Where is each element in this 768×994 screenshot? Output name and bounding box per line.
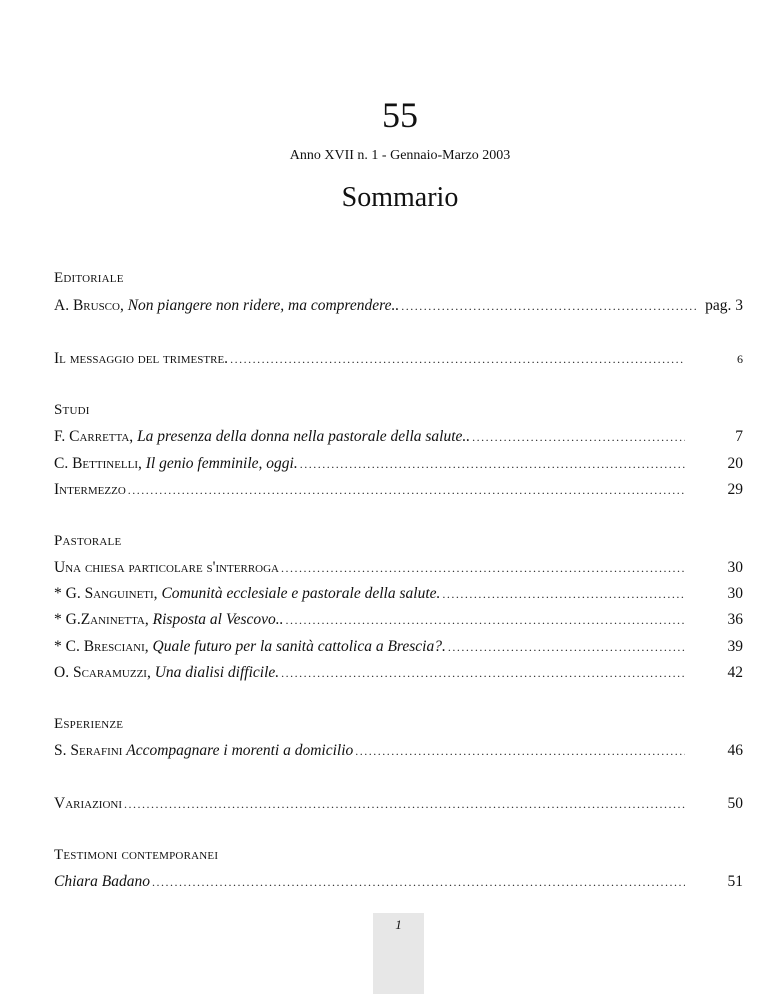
entry-page: 39 <box>727 638 743 655</box>
dot-leader <box>128 479 685 501</box>
dot-leader <box>401 295 699 317</box>
section-heading-editoriale: Editoriale <box>54 270 124 286</box>
entry-page: 50 <box>727 795 743 812</box>
entry-page: 20 <box>727 455 743 472</box>
entry-title: Il genio femminile, oggi. <box>145 455 298 472</box>
toc-entry[interactable] <box>54 740 743 762</box>
entry-author: O. Scaramuzzi, <box>54 664 151 681</box>
dot-leader <box>230 348 685 370</box>
toc-entry[interactable] <box>54 453 743 475</box>
page-title: Sommario <box>341 182 459 213</box>
entry-title: Il messaggio del trimestre. <box>54 350 229 367</box>
entry-author: F. Carretta, <box>54 428 134 445</box>
dot-leader <box>124 793 685 815</box>
entry-title: Una chiesa particolare s'interroga <box>54 559 280 576</box>
entry-title: La presenza della donna nella pastorale della salute.. <box>137 428 471 445</box>
entry-page: pag. 3 <box>705 297 743 314</box>
entry-title: Accompagnare i morenti a domicilio <box>126 742 354 759</box>
dot-leader <box>281 662 685 684</box>
entry-author: S. Serafini <box>54 742 123 759</box>
dot-leader <box>355 740 685 762</box>
issue-number: 55 <box>382 95 418 135</box>
entry-page: 29 <box>727 481 743 498</box>
page-number: 1 <box>395 917 402 932</box>
section-heading-studi: Studi <box>54 402 90 418</box>
entry-title: Una dialisi difficile. <box>154 664 280 681</box>
toc-entry[interactable] <box>54 793 743 815</box>
entry-title: Chiara Badano <box>54 873 151 890</box>
entry-page: 46 <box>727 742 743 759</box>
dot-leader <box>152 871 685 893</box>
toc-entry[interactable] <box>54 636 743 658</box>
entry-author: * C. Bresciani, <box>54 638 149 655</box>
entry-author: C. Bettinelli, <box>54 455 142 472</box>
entry-title: Non piangere non ridere, ma comprendere.. <box>127 297 400 314</box>
entry-author: * G. Sanguineti, <box>54 585 158 602</box>
toc-entry[interactable] <box>54 662 743 684</box>
dot-leader <box>286 609 685 631</box>
entry-page: 30 <box>727 585 743 602</box>
dot-leader <box>300 453 685 475</box>
entry-page: 42 <box>727 664 743 681</box>
entry-title: Comunità ecclesiale e pastorale della salute. <box>161 585 441 602</box>
toc-entry[interactable] <box>54 871 743 893</box>
toc-entry[interactable] <box>54 609 743 631</box>
dot-leader <box>281 557 685 579</box>
entry-title: Risposta al Vescovo.. <box>152 611 284 628</box>
toc-entry[interactable] <box>54 426 743 448</box>
section-heading-pastorale: Pastorale <box>54 533 122 549</box>
entry-author: A. Brusco, <box>54 297 124 314</box>
toc-entry[interactable] <box>54 295 743 317</box>
toc-entry[interactable] <box>54 479 743 501</box>
entry-page: 36 <box>727 611 743 628</box>
section-heading-testimoni: Testimoni contemporanei <box>54 847 219 863</box>
section-heading-esperienze: Esperienze <box>54 716 124 732</box>
entry-title: Quale futuro per la sanità cattolica a Brescia?. <box>152 638 446 655</box>
entry-page: 51 <box>727 873 743 890</box>
entry-title: Intermezzo <box>54 481 126 498</box>
dot-leader <box>442 583 685 605</box>
toc-entry[interactable] <box>54 583 743 605</box>
entry-page: 30 <box>727 559 743 576</box>
entry-author: * G.Zaninetta, <box>54 611 149 628</box>
dot-leader <box>448 636 685 658</box>
toc-entry[interactable] <box>54 348 743 370</box>
entry-page: 7 <box>735 428 743 445</box>
entry-page: 6 <box>737 352 743 366</box>
entry-title: Variazioni <box>54 795 123 812</box>
issue-date: Anno XVII n. 1 - Gennaio-Marzo 2003 <box>289 148 511 163</box>
dot-leader <box>472 426 685 448</box>
toc-entry[interactable] <box>54 557 743 579</box>
